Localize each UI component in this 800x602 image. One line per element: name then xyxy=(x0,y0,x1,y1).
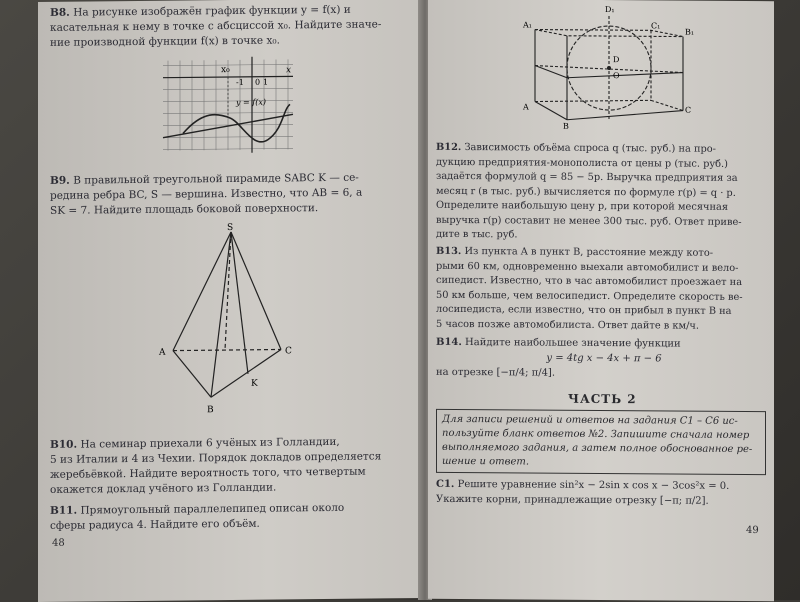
problem-text: рыми 60 км, одновременно выехали автомобилист и вело- xyxy=(436,260,739,274)
problem-text: Зависимость объёма спроса q (тыс. руб.) на про- xyxy=(464,142,716,155)
instructions-text: выполняемого задания, а затем полное обоснованное ре- xyxy=(442,441,753,456)
vertex-s-label: S xyxy=(227,222,234,234)
one-tick-label: 1 xyxy=(263,77,269,87)
problem-label: B10. xyxy=(50,438,78,451)
problem-text: задаётся формулой q = 85 − 5p. Выручка предприятия за xyxy=(436,170,738,184)
problem-text: выручка r(p) составит не менее 300 тыс. руб. Ответ приве- xyxy=(436,214,742,228)
problem-text: дите в тыс. руб. xyxy=(436,228,518,241)
neg1-tick-label: -1 xyxy=(236,77,244,87)
vertex-c-label: C xyxy=(685,105,692,115)
x0-tick-label: x₀ xyxy=(221,65,230,76)
instructions-box xyxy=(436,409,766,475)
function-graph xyxy=(158,54,298,155)
problem-text: касательная к нему в точке с абсциссой x₀. Найдите значе- xyxy=(50,18,382,34)
x-axis-label: x xyxy=(286,65,292,76)
vertex-b-label: B xyxy=(207,405,214,416)
point-k-label: K xyxy=(251,378,258,389)
problem-text: дукцию предприятия-монополиста от цены p (тыс. руб.) xyxy=(436,156,728,170)
vertex-b-label: B xyxy=(563,121,569,131)
problem-c1 xyxy=(436,477,772,509)
problem-text: Определите наибольшую цену p, при которой месячная xyxy=(436,199,729,213)
problem-text: Из пункта A в пункт B, расстояние между кото- xyxy=(464,246,714,259)
problem-b12 xyxy=(436,141,772,245)
problem-b11 xyxy=(50,500,420,534)
problem-text: 5 часов позже автомобилиста. Ответ дайте в км/ч. xyxy=(436,318,700,332)
problem-text: Прямоугольный параллелепипед описан около xyxy=(80,501,345,517)
problem-label: B9. xyxy=(50,174,70,187)
vertex-d-label: D xyxy=(613,55,620,65)
instructions-text: пользуйте бланк ответов №2. Запишите сначала номер xyxy=(442,427,750,442)
page-number: 49 xyxy=(746,525,759,537)
problem-label: B13. xyxy=(436,245,462,258)
problem-text: Найдите наибольшее значение функции xyxy=(465,337,681,350)
vertex-c1-label: C₁ xyxy=(651,21,661,31)
problem-b9 xyxy=(50,170,420,219)
vertex-a-label: A xyxy=(159,347,166,358)
problem-b8 xyxy=(50,2,420,51)
problem-text: на отрезке xyxy=(436,366,494,379)
problem-text: На семинар приехали 6 учёных из Голландии, xyxy=(80,435,340,451)
zero-tick-label: 0 xyxy=(255,77,261,87)
center-o-label: O xyxy=(613,71,620,81)
page-number: 48 xyxy=(52,537,65,549)
problem-text: 5 из Италии и 4 из Чехии. Порядок докладов определяется xyxy=(50,450,382,466)
problem-b14 xyxy=(436,335,772,382)
pyramid-figure xyxy=(153,221,303,418)
problem-text: жеребьёвкой. Найдите вероятность того, что четвертым xyxy=(50,465,366,481)
problem-text: редина ребра BC, S — вершина. Известно, что AB = 6, а xyxy=(50,186,363,202)
cube-sphere-figure xyxy=(523,1,693,130)
instructions-text: шение и ответ. xyxy=(442,455,530,468)
right-page xyxy=(428,0,774,601)
vertex-d1-label: D₁ xyxy=(605,5,615,15)
problem-text: окажется доклад учёного из Голландии. xyxy=(50,481,277,496)
problem-formula: y = 4tg x − 4x + π − 6 xyxy=(546,352,662,365)
problem-text: сипедист. Известно, что в час автомобилист проезжает на xyxy=(436,274,743,288)
part-2-heading: ЧАСТЬ 2 xyxy=(568,391,637,407)
problem-label: B8. xyxy=(50,6,70,19)
problem-text: сферы радиуса 4. Найдите его объём. xyxy=(50,517,260,532)
problem-label: C1. xyxy=(436,478,455,490)
problem-text: Укажите корни, принадлежащие отрезку [−π; π/2]. xyxy=(436,493,709,507)
vertex-a-label: A xyxy=(523,102,529,112)
problem-text: 50 км больше, чем велосипедист. Определите скорость ве- xyxy=(436,289,743,303)
instructions-text: Для записи решений и ответов на задания C1 – C6 ис- xyxy=(442,413,738,427)
problem-text: лосипедиста, если известно, что он прибыл в пункт B на xyxy=(436,303,732,317)
problem-text: месяц r (в тыс. руб.) вычисляется по формуле r(p) = q · p. xyxy=(436,185,736,199)
problem-segment: [−π/4; π/4]. xyxy=(496,367,556,379)
problem-text: В правильной треугольной пирамиде SABC K — се- xyxy=(73,171,359,187)
problem-label: B11. xyxy=(50,504,78,517)
left-page xyxy=(38,0,423,602)
problem-text: ние производной функции f(x) в точке x₀. xyxy=(50,34,280,49)
problem-text: На рисунке изображён график функции y = f(x) и xyxy=(73,3,351,19)
vertex-b1-label: B₁ xyxy=(685,27,695,37)
problem-text: SK = 7. Найдите площадь боковой поверхности. xyxy=(50,202,319,217)
problem-b13 xyxy=(436,245,772,334)
vertex-a1-label: A₁ xyxy=(523,20,532,30)
problem-text: Решите уравнение sin²x − 2sin x cos x − 3cos²x = 0. xyxy=(457,478,730,492)
function-label: y = f(x) xyxy=(236,97,267,107)
problem-label: B12. xyxy=(436,141,462,154)
problem-b10 xyxy=(50,434,420,498)
problem-label: B14. xyxy=(436,336,462,349)
vertex-c-label: C xyxy=(285,346,292,357)
